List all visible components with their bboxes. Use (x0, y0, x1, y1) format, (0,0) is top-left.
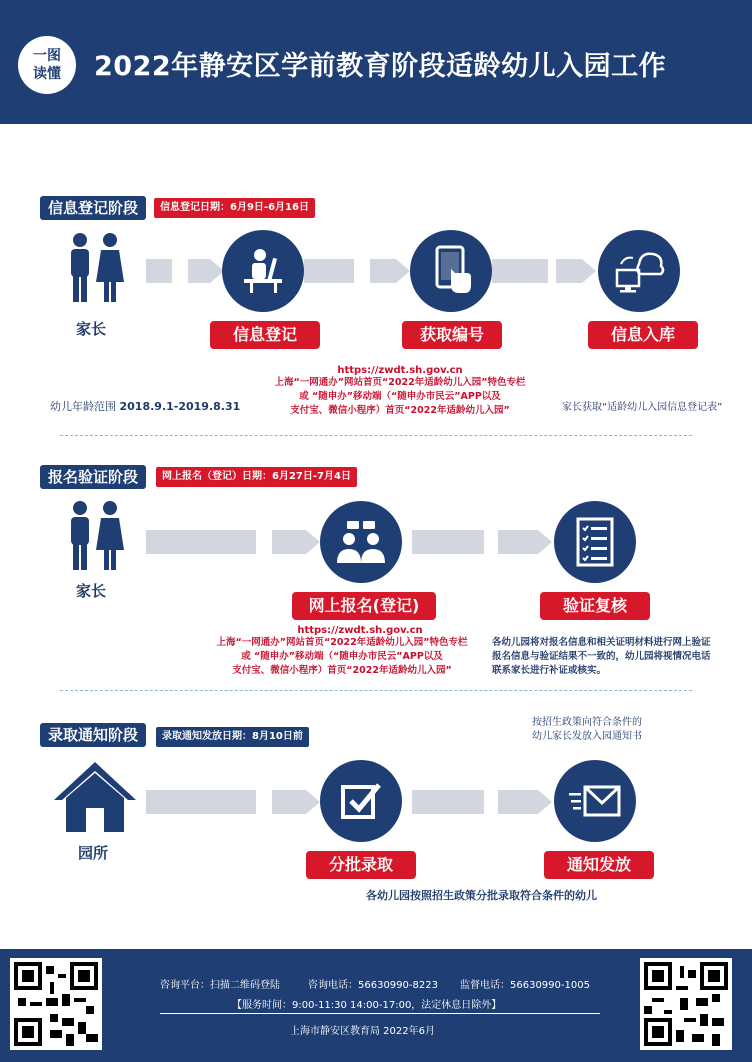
stage3-tag: 录取通知阶段 (40, 723, 146, 747)
badge-line1: 一图 (33, 48, 61, 64)
footer-platform: 咨询平台：扫描二维码登陆 (160, 980, 280, 991)
info-line: 上海“一网通办”网站首页“2022年适龄幼儿入园”特色专栏 (216, 637, 468, 648)
qr-code-right[interactable] (640, 958, 732, 1050)
stage2-info (196, 636, 488, 678)
step-data-store-button[interactable]: 信息入库 (588, 321, 698, 349)
stage1-date: 信息登记日期：6月9日-6月16日 (154, 198, 315, 218)
flow-bar (146, 790, 256, 814)
footer-supervise-phone: 监督电话：56630990-1005 (460, 980, 590, 991)
note-line: 联系家长进行补证或核实。 (492, 665, 607, 676)
note-line: 报名信息与验证结果不一致的，幼儿园将视情况电话 (492, 651, 711, 662)
admit-circle (320, 760, 402, 842)
checkbox-icon (339, 779, 383, 823)
envelope-icon (567, 781, 623, 821)
stage1-tag: 信息登记阶段 (40, 196, 146, 220)
note-line: 各幼儿园将对报名信息和相关证明材料进行网上验证 (492, 637, 711, 648)
footer-service-hours: 【服务时间：9:00-11:30 14:00-17:00，法定休息日除外】 (232, 1000, 502, 1011)
step-online-signup-button[interactable]: 网上报名(登记) (292, 592, 436, 620)
stage3-bottom-note: 各幼儿园按照招生政策分批录取符合条件的幼儿 (366, 889, 597, 902)
age-range-label: 幼儿年龄范围 (50, 400, 116, 413)
online-signup-circle (320, 501, 402, 583)
info-line: 支付宝、微信小程序）首页“2022年适龄幼儿入园” (290, 405, 510, 416)
phone-touch-icon (429, 245, 473, 297)
info-line: 上海“一网通办”网站首页“2022年适龄幼儿入园”特色专栏 (274, 377, 526, 388)
divider (60, 690, 692, 691)
flow-arrow (188, 259, 224, 283)
stage2-url[interactable]: https://zwdt.sh.gov.cn (297, 625, 423, 636)
flow-arrow (498, 790, 552, 814)
notify-circle (554, 760, 636, 842)
get-number-circle (410, 230, 492, 312)
divider (60, 435, 692, 436)
checklist-icon (575, 517, 615, 567)
flow-arrow (370, 259, 410, 283)
step-get-number-button[interactable]: 获取编号 (402, 321, 502, 349)
flow-bar (304, 259, 354, 283)
stage3-date: 录取通知发放日期：8月10日前 (156, 727, 309, 747)
note-line: 按招生政策向符合条件的 (532, 717, 642, 728)
stage2-date: 网上报名（登记）日期：6月27日-7月4日 (156, 467, 357, 487)
age-range-value: 2018.9.1-2019.8.31 (119, 400, 241, 413)
data-store-circle (598, 230, 680, 312)
step-notify-button[interactable]: 通知发放 (544, 851, 654, 879)
stage3-who: 园所 (78, 844, 109, 862)
register-circle (222, 230, 304, 312)
note-line: 幼儿家长发放入园通知书 (532, 731, 642, 742)
stage1-who: 家长 (76, 320, 107, 338)
stage2-who: 家长 (76, 582, 107, 600)
step-verify-button[interactable]: 验证复核 (540, 592, 650, 620)
qr-code-icon (14, 962, 98, 1046)
stage2-tag: 报名验证阶段 (40, 465, 146, 489)
stage1-info (254, 376, 546, 418)
stage1-right-note: 家长获取“适龄幼儿入园信息登记表” (562, 402, 723, 413)
info-line: 或 “随申办”移动端（“随申办市民云”APP以及 (241, 651, 443, 662)
flow-bar (146, 530, 256, 554)
step-register-button[interactable]: 信息登记 (210, 321, 320, 349)
footer-issuer: 上海市静安区教育局 2022年6月 (290, 1026, 435, 1037)
qr-code-icon (644, 962, 728, 1046)
parents-icon (64, 500, 128, 576)
flow-arrow (556, 259, 596, 283)
stage3-top-note (532, 716, 702, 744)
computer-user-icon (238, 246, 288, 296)
stage1-url[interactable]: https://zwdt.sh.gov.cn (337, 365, 463, 376)
footer-phone: 咨询电话：56630990-8223 (308, 980, 438, 991)
flow-arrow (498, 530, 552, 554)
cloud-computer-icon (611, 246, 667, 296)
flow-bar (146, 259, 172, 283)
qr-code-left[interactable] (10, 958, 102, 1050)
flow-arrow (272, 530, 320, 554)
verify-circle (554, 501, 636, 583)
house-icon (52, 758, 138, 838)
badge (18, 36, 76, 94)
flow-bar (492, 259, 548, 283)
page-title: 2022年静安区学前教育阶段适龄幼儿入园工作 (94, 51, 667, 82)
age-range (50, 400, 240, 414)
footer-divider (160, 1013, 600, 1014)
info-line: 或 “随申办”移动端（“随申办市民云”APP以及 (299, 391, 501, 402)
people-chat-icon (333, 519, 389, 565)
badge-line2: 读懂 (33, 66, 61, 82)
step-admit-button[interactable]: 分批录取 (306, 851, 416, 879)
stage2-right-note (492, 636, 732, 678)
parents-icon (64, 232, 128, 308)
flow-arrow (272, 790, 320, 814)
flow-bar (412, 530, 484, 554)
info-line: 支付宝、微信小程序）首页“2022年适龄幼儿入园” (232, 665, 452, 676)
flow-bar (412, 790, 484, 814)
